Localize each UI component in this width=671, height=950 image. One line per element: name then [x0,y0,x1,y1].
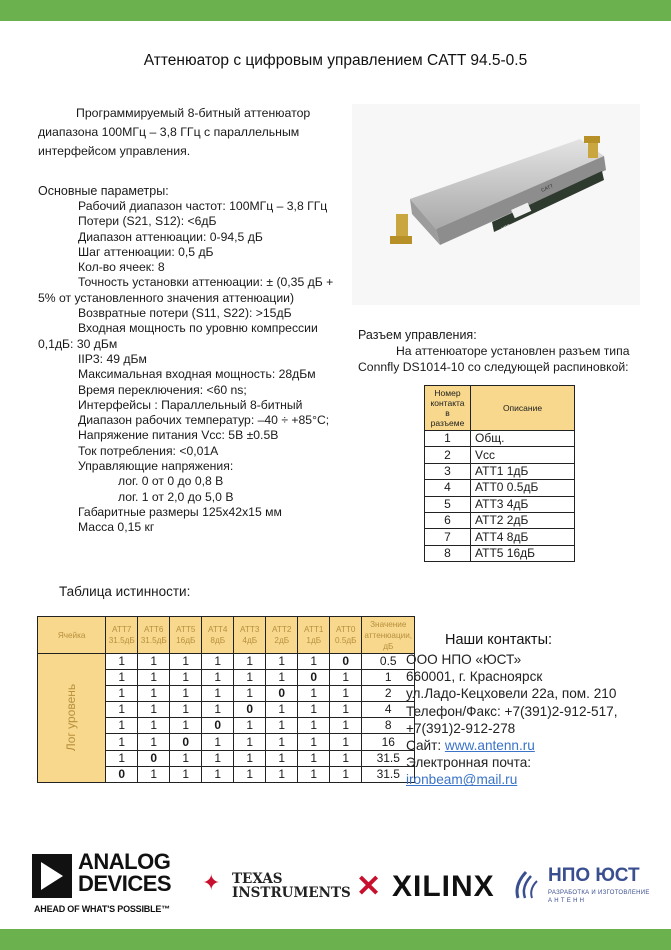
truth-value-cell: 2 [362,686,415,702]
param-item: Ток потребления: <0,01А [78,443,219,458]
truth-header-cell [234,617,266,654]
truth-bit-cell: 1 [138,734,170,750]
npo-subtitle-line1: РАЗРАБОТКА И ИЗГОТОВЛЕНИЕ [548,890,650,896]
table-row [425,545,575,561]
truth-table-heading: Таблица истинности: [59,584,191,599]
truth-header-line: ATT7 [112,625,132,634]
pinout-header-number: Номер контакта в разъеме [425,386,471,431]
params-list [38,199,338,536]
truth-value-cell: 4 [362,702,415,718]
truth-header-line: 8дБ [210,636,226,645]
pin-description: ATT5 16дБ [471,545,575,561]
truth-bit-cell: 1 [202,734,234,750]
contact-site-line [406,737,618,754]
truth-header-cell [266,617,298,654]
truth-bit-cell: 1 [106,702,138,718]
param-item: Точность установки аттенюации: ± (0,35 дБ + [78,275,334,290]
param-item: 5% от установленного значения аттенюации) [38,290,295,305]
npo-ust-wave-icon [512,868,544,902]
truth-header-cell [330,617,362,654]
truth-bit-cell: 1 [266,766,298,782]
truth-bit-cell: 1 [266,670,298,686]
intro-paragraph [38,104,338,161]
truth-bit-cell: 1 [106,734,138,750]
intro-text: Программируемый 8-битный аттенюатор диапазона 100МГц – 3,8 ГГц с параллельным интерфейсом управления. [38,106,311,158]
table-row [425,480,575,496]
connector-text [358,344,638,375]
pin-description: ATT3 4дБ [471,496,575,512]
param-item: Напряжение питания Vcc: 5В ±0.5В [78,428,279,443]
npo-subtitle-line2: А Н Т Е Н Н [548,898,585,904]
truth-bit-cell: 1 [138,702,170,718]
table-row [425,447,575,463]
truth-value-cell: 16 [362,734,415,750]
truth-bit-cell: 1 [234,718,266,734]
contact-address2: ул.Ладо-Кецховели 22а, пом. 210 [406,686,617,702]
truth-side-label-text: Лог уровень [64,684,79,752]
truth-value-cell: 8 [362,718,415,734]
param-item: Рабочий диапазон частот: 100МГц – 3,8 ГГц [78,199,328,213]
truth-bit-cell: 1 [330,702,362,718]
truth-bit-cell: 0 [234,702,266,718]
contacts-heading: Наши контакты: [445,632,553,648]
truth-bit-cell: 0 [298,670,330,686]
param-item: Габаритные размеры 125x42x15 мм [78,504,282,519]
page-title: Аттенюатор с цифровым управлением CATT 94.5-0.5 [143,52,528,69]
table-row [425,496,575,512]
param-item: Масса 0,15 кг [78,520,155,535]
xilinx-x-icon: ✕ [356,870,382,903]
truth-table [37,616,415,783]
contacts-block [406,651,618,789]
pin-description: ATT1 1дБ [471,463,575,479]
truth-bit-cell: 1 [298,686,330,702]
pin-number: 8 [425,545,471,561]
param-item: Интерфейсы : Параллельный 8-битный [78,397,303,412]
truth-bit-cell: 1 [170,670,202,686]
param-item: Время переключения: <60 ns; [78,382,247,397]
xilinx-wordmark: XILINX [392,870,495,903]
pin-number: 7 [425,529,471,545]
truth-bit-cell: 1 [170,718,202,734]
truth-bit-cell: 1 [170,750,202,766]
truth-bit-cell: 1 [202,654,234,670]
truth-bit-cell: 1 [170,686,202,702]
pin-number: 5 [425,496,471,512]
truth-header-line: 16дБ [176,636,196,645]
truth-table-header [38,617,415,654]
truth-value-cell: 1 [362,670,415,686]
param-item: Возвратные потери (S11, S22): >15дБ [78,306,292,321]
truth-header-line: ATT1 [304,625,324,634]
ti-wordmark-line1: TEXAS [232,871,283,887]
param-item: Шаг аттенюации: 0,5 дБ [78,244,214,259]
truth-value-cell: 31.5 [362,750,415,766]
truth-header-cell [362,617,415,654]
truth-side-label [38,654,106,783]
truth-bit-cell: 0 [138,750,170,766]
bottom-green-bar [0,929,671,950]
truth-bit-cell: 1 [330,718,362,734]
params-heading: Основные параметры: [38,184,169,198]
truth-header-line: ATT4 [208,625,228,634]
truth-bit-cell: 1 [330,766,362,782]
truth-header-line: ATT2 [272,625,292,634]
truth-bit-cell: 0 [106,766,138,782]
truth-bit-cell: 0 [202,718,234,734]
truth-header-cell [170,617,202,654]
pin-number: 6 [425,512,471,528]
truth-bit-cell: 1 [234,654,266,670]
truth-bit-cell: 1 [330,734,362,750]
truth-bit-cell: 1 [202,766,234,782]
truth-header-line: 1дБ [306,636,322,645]
truth-bit-cell: 1 [106,654,138,670]
truth-bit-cell: 1 [202,750,234,766]
ad-wordmark-line1: ANALOG [78,849,171,874]
truth-bit-cell: 1 [234,686,266,702]
truth-bit-cell: 1 [202,670,234,686]
truth-value-cell: 31.5 [362,766,415,782]
truth-bit-cell: 1 [266,702,298,718]
truth-bit-cell: 1 [330,686,362,702]
truth-bit-cell: 1 [266,654,298,670]
website-link[interactable]: www.antenn.ru [444,738,535,754]
truth-bit-cell: 1 [202,686,234,702]
truth-header-cell [138,617,170,654]
param-item: 0,1дБ: 30 дБм [38,336,118,351]
truth-bit-cell: 1 [298,766,330,782]
truth-header-line: 0.5дБ [334,636,357,645]
texas-instruments-wordmark [232,872,351,900]
analog-devices-triangle-icon [41,862,63,890]
board-label-2: XS2 [500,223,512,233]
truth-bit-cell: 1 [170,702,202,718]
table-row [425,529,575,545]
truth-bit-cell: 1 [298,702,330,718]
truth-header-line: ATT3 [240,625,260,634]
pin-description: Vcc [471,447,575,463]
truth-bit-cell: 1 [298,734,330,750]
param-item: IIP3: 49 дБм [78,351,147,366]
table-row [425,431,575,447]
truth-bit-cell: 1 [330,750,362,766]
truth-bit-cell: 1 [234,766,266,782]
truth-bit-cell: 1 [138,670,170,686]
truth-header-line: Значение [370,619,407,629]
connector-heading: Разъем управления: [358,328,477,342]
ti-wordmark-line2: INSTRUMENTS [232,885,351,901]
pinout-table [424,385,575,562]
truth-bit-cell: 1 [298,750,330,766]
product-photo [352,104,640,305]
attenuator-image [352,104,640,305]
truth-bit-cell: 1 [330,670,362,686]
truth-bit-cell: 1 [106,718,138,734]
truth-header-line: 31.5дБ [140,636,167,645]
contact-phone2: +7(391)2-912-278 [406,720,516,736]
pin-description: ATT4 8дБ [471,529,575,545]
truth-bit-cell: 1 [106,670,138,686]
texas-state-icon: ✦ [202,870,221,895]
truth-bit-cell: 1 [266,750,298,766]
truth-bit-cell: 0 [170,734,202,750]
truth-bit-cell: 1 [138,654,170,670]
table-row [425,512,575,528]
truth-bit-cell: 1 [138,686,170,702]
contact-phone1: Телефон/Факс: +7(391)2-912-517, [406,703,618,719]
param-item: Диапазон аттенюации: 0-94,5 дБ [78,229,263,244]
truth-header-cell [298,617,330,654]
npo-ust-subtitle [548,889,650,905]
truth-bit-cell: 1 [106,750,138,766]
truth-header-line: 4дБ [242,636,258,645]
param-item: Управляющие напряжения: [78,459,234,474]
param-item: Потери (S21, S12): <6дБ [78,214,217,229]
truth-bit-cell: 1 [106,686,138,702]
truth-corner-cell: Ячейка [38,617,106,654]
table-row [425,463,575,479]
truth-bit-cell: 1 [202,702,234,718]
param-item: лог. 0 от 0 до 0,8 В [118,474,224,489]
truth-bit-cell: 1 [266,718,298,734]
pin-description: ATT0 0.5дБ [471,480,575,496]
email-link[interactable]: ironbeam@mail.ru [406,772,518,788]
connector-text-body: На аттенюаторе установлен разъем типа Connfly DS1014-10 со следующей распиновкой: [358,344,630,374]
analog-devices-wordmark [78,851,171,895]
truth-bit-cell: 1 [138,718,170,734]
contact-site-label: Сайт: [406,738,445,754]
param-item: лог. 1 от 2,0 до 5,0 В [118,489,234,504]
truth-bit-cell: 1 [234,670,266,686]
truth-value-cell: 0.5 [362,654,415,670]
truth-bit-cell: 1 [298,718,330,734]
truth-header-line: аттенюации, [364,630,413,640]
truth-header-line: 2дБ [274,636,290,645]
truth-bit-cell: 1 [170,654,202,670]
pin-description: ATT2 2дБ [471,512,575,528]
param-item: Кол-во ячеек: 8 [78,260,165,275]
truth-bit-cell: 1 [266,734,298,750]
contact-address1: 660001, г. Красноярск [406,669,543,685]
board-label-1: CATT [540,183,555,194]
truth-bit-cell: 1 [234,750,266,766]
truth-header-line: ATT6 [144,625,164,634]
table-row [38,654,415,670]
truth-header-line: ATT5 [176,625,196,634]
truth-header-line: дБ [383,641,394,651]
truth-header-line: 31.5дБ [108,636,135,645]
truth-bit-cell: 1 [138,766,170,782]
contact-org: ООО НПО «ЮСТ» [406,652,522,667]
param-item: Входная мощность по уровню компрессии [78,321,318,336]
truth-bit-cell: 1 [298,654,330,670]
pin-number: 3 [425,463,471,479]
contact-email-label: Электронная почта: [406,755,532,771]
param-item: Максимальная входная мощность: 28дБм [78,367,316,382]
pin-number: 1 [425,431,471,447]
truth-bit-cell: 0 [330,654,362,670]
npo-ust-wordmark: НПО ЮСТ [548,865,640,886]
ad-wordmark-line2: DEVICES [78,871,172,896]
truth-header-cell [106,617,138,654]
truth-bit-cell: 1 [170,766,202,782]
truth-bit-cell: 1 [234,734,266,750]
pin-number: 4 [425,480,471,496]
pin-number: 2 [425,447,471,463]
pinout-header-description: Описание [471,386,575,431]
analog-devices-tagline: AHEAD OF WHAT'S POSSIBLE™ [34,904,170,914]
truth-bit-cell: 0 [266,686,298,702]
param-item: Диапазон рабочих температур: –40 ÷ +85°C; [78,413,330,428]
truth-header-cell [202,617,234,654]
truth-header-line: ATT0 [336,625,356,634]
pin-description: Общ. [471,431,575,447]
top-green-bar [0,0,671,21]
